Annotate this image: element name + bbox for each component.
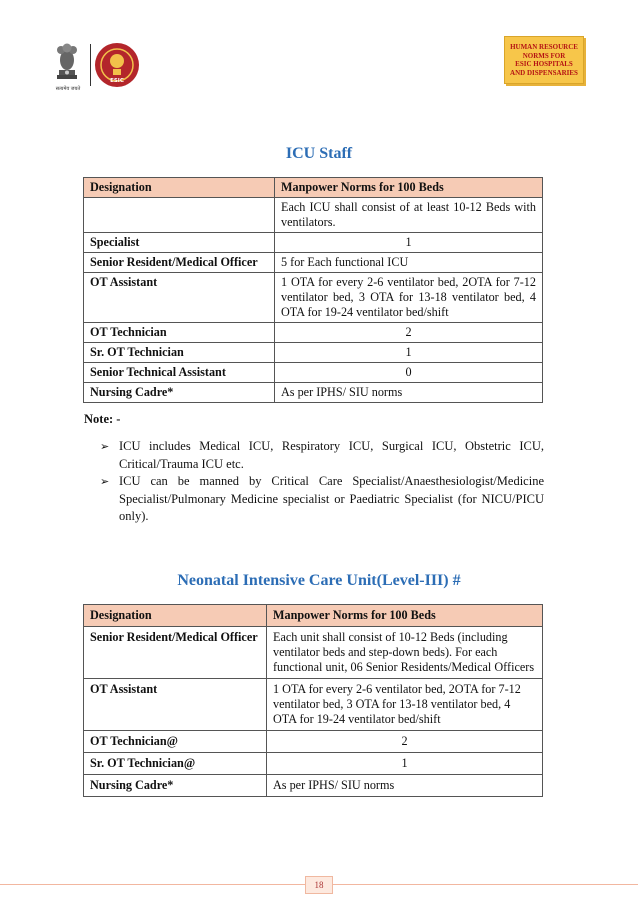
column-header: Manpower Norms for 100 Beds — [267, 605, 543, 627]
norm-cell: As per IPHS/ SIU norms — [275, 383, 543, 403]
table-header-row — [84, 178, 543, 198]
norm-cell: As per IPHS/ SIU norms — [267, 775, 543, 797]
badge-line: ESIC HOSPITALS — [515, 60, 573, 68]
column-header: Designation — [84, 178, 275, 198]
designation-cell: Senior Resident/Medical Officer — [84, 627, 267, 679]
icu-section-title: ICU Staff — [285, 145, 353, 162]
emblem-caption: सत्यमेव जयते — [55, 86, 81, 92]
table-header-row — [84, 605, 543, 627]
national-emblem-icon — [50, 40, 84, 84]
nicu-staff-table — [83, 604, 543, 797]
table-row — [84, 383, 543, 403]
column-header: Manpower Norms for 100 Beds — [275, 178, 543, 198]
arrow-bullet-icon: ➢ — [100, 440, 110, 453]
page-number: 18 — [305, 876, 333, 894]
note-list — [100, 438, 544, 526]
badge-line: HUMAN RESOURCE — [510, 43, 578, 51]
designation-cell: Senior Resident/Medical Officer — [84, 253, 275, 273]
norm-cell: 5 for Each functional ICU — [275, 253, 543, 273]
hr-norms-badge — [504, 36, 584, 84]
table-row — [84, 273, 543, 323]
designation-cell: OT Technician — [84, 323, 275, 343]
note-label: Note: - — [84, 412, 121, 426]
designation-cell: Senior Technical Assistant — [84, 363, 275, 383]
table-row — [84, 233, 543, 253]
badge-line: NORMS FOR — [522, 51, 566, 60]
designation-cell: Specialist — [84, 233, 275, 253]
table-row — [84, 775, 543, 797]
arrow-bullet-icon: ➢ — [100, 475, 110, 488]
note-text: ICU can be manned by Critical Care Specialist/Anaesthesiologist/Medicine Specialist/Pulmonary Medicine specialist or Paediatric Specialist (for NICU/PICU only). — [119, 474, 544, 523]
norm-cell: 1 OTA for every 2-6 ventilator bed, 2OTA for 7-12 ventilator bed, 3 OTA for 13-18 ventilator bed, 4 OTA for 19-24 ventilator bed/shift — [275, 273, 543, 323]
icu-staff-table — [83, 177, 543, 403]
norm-cell: 1 — [275, 343, 543, 363]
logo-divider — [90, 44, 91, 86]
nicu-section-title: Neonatal Intensive Care Unit(Level-III) # — [177, 572, 461, 589]
norm-cell: 2 — [267, 731, 543, 753]
table-row — [84, 753, 543, 775]
designation-cell: Sr. OT Technician — [84, 343, 275, 363]
badge-line: AND DISPENSARIES — [510, 68, 578, 77]
norm-cell: 1 OTA for every 2-6 ventilator bed, 2OTA for 7-12 ventilator bed, 3 OTA for 13-18 ventilator bed, 4 OTA for 19-24 ventilator bed/shift — [267, 679, 543, 731]
table-row — [84, 198, 543, 233]
list-item — [100, 473, 544, 526]
norm-cell: 0 — [275, 363, 543, 383]
norm-cell: 2 — [275, 323, 543, 343]
designation-cell: OT Technician@ — [84, 731, 267, 753]
norm-cell: 1 — [275, 233, 543, 253]
designation-cell: Nursing Cadre* — [84, 775, 267, 797]
designation-cell: OT Assistant — [84, 273, 275, 323]
list-item — [100, 438, 544, 473]
designation-cell: Nursing Cadre* — [84, 383, 275, 403]
table-row — [84, 253, 543, 273]
esic-logo-icon — [94, 42, 140, 88]
norm-cell: 1 — [267, 753, 543, 775]
svg-text:ESIC: ESIC — [110, 78, 124, 84]
norm-cell: Each ICU shall consist of at least 10-12 Beds with ventilators. — [275, 198, 543, 233]
table-row — [84, 323, 543, 343]
designation-cell — [84, 198, 275, 233]
table-row — [84, 363, 543, 383]
designation-cell: OT Assistant — [84, 679, 267, 731]
column-header: Designation — [84, 605, 267, 627]
note-text: ICU includes Medical ICU, Respiratory ICU, Surgical ICU, Obstetric ICU, Critical/Trauma ICU etc. — [119, 439, 544, 471]
table-row — [84, 343, 543, 363]
table-row — [84, 731, 543, 753]
table-row — [84, 627, 543, 679]
table-row — [84, 679, 543, 731]
norm-cell: Each unit shall consist of 10-12 Beds (including ventilator beds and step-down beds). For each functional unit, 06 Senior Residents/Medical Officers — [267, 627, 543, 679]
designation-cell: Sr. OT Technician@ — [84, 753, 267, 775]
